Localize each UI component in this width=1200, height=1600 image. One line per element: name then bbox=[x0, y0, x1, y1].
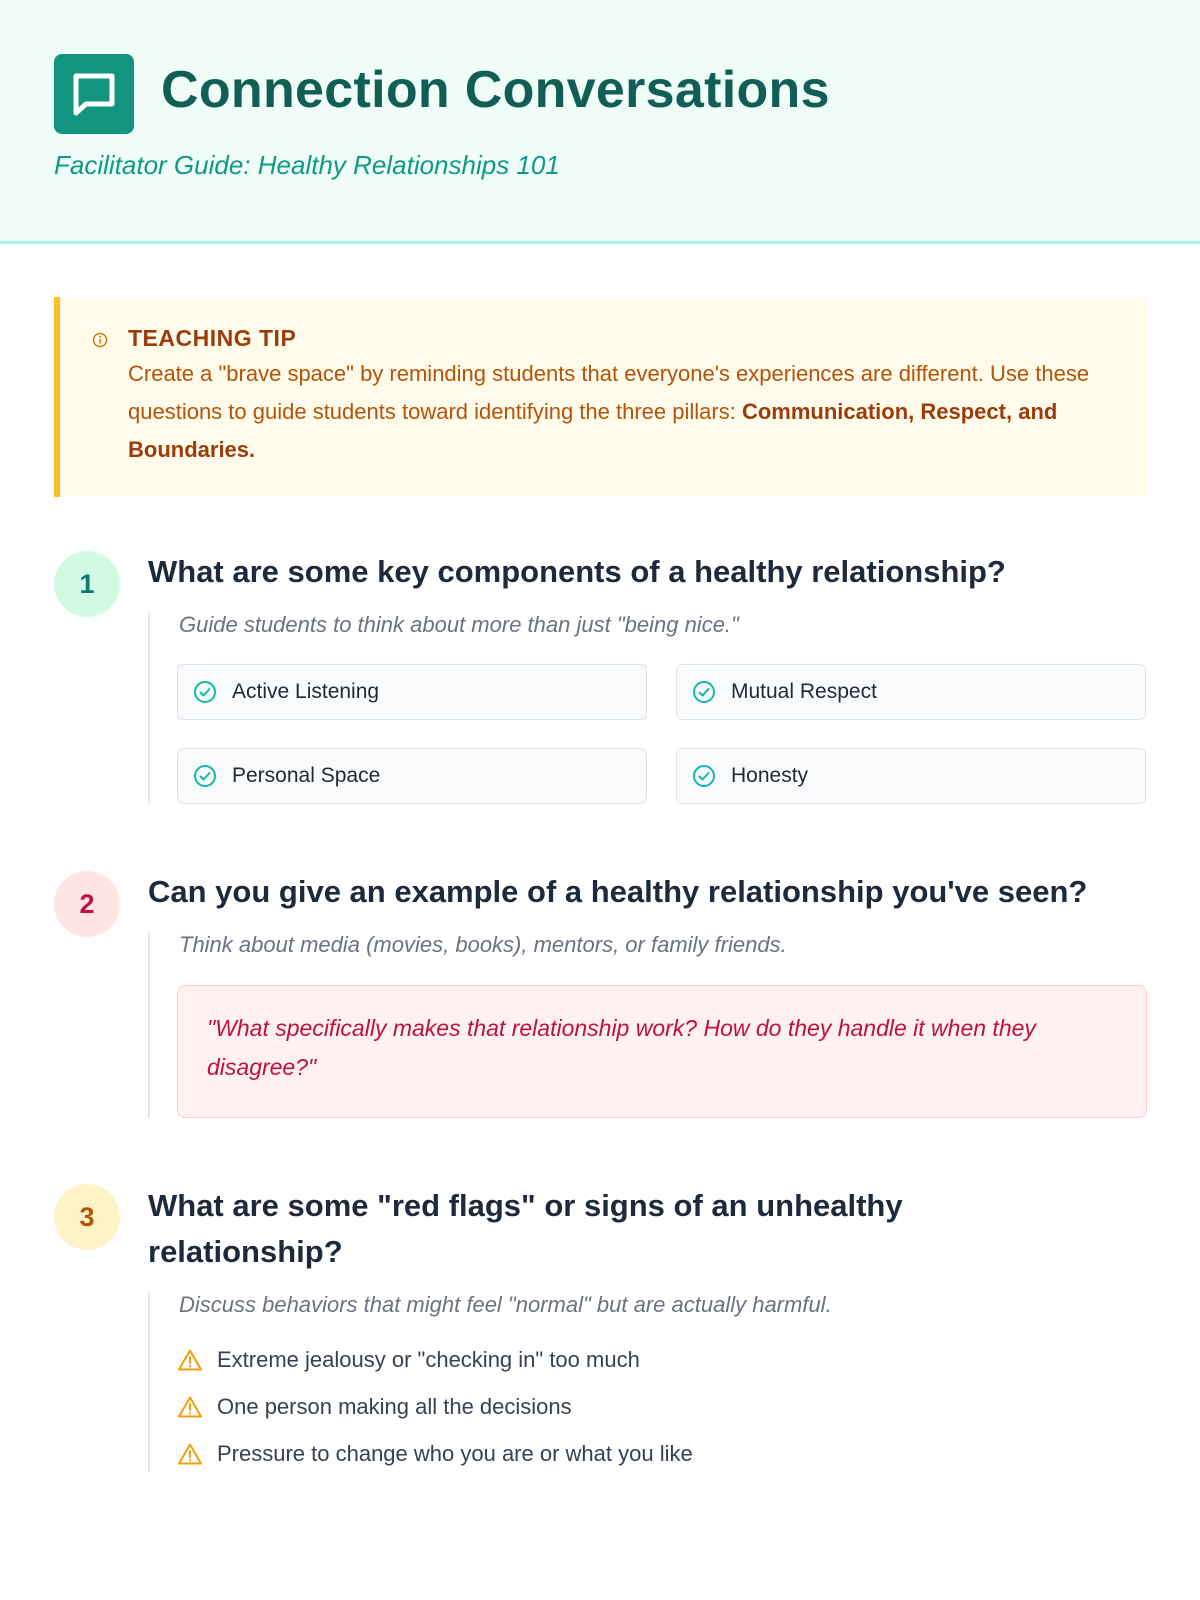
red-flag-label: One person making all the decisions bbox=[217, 1394, 572, 1419]
component-label: Active Listening bbox=[232, 680, 380, 703]
question-title: Can you give an example of a healthy relationship you've seen? bbox=[148, 874, 1088, 909]
question-hint: Guide students to think about more than just "being nice." bbox=[179, 612, 739, 637]
tip-text bbox=[128, 355, 1118, 469]
tip-label: TEACHING TIP bbox=[128, 325, 297, 351]
question-number-badge: 3 bbox=[54, 1184, 120, 1250]
component-item bbox=[676, 664, 1146, 720]
chat-bubble-icon bbox=[70, 70, 118, 118]
page-title: Connection Conversations bbox=[161, 61, 830, 119]
section-divider bbox=[148, 932, 150, 1118]
question-title: What are some "red flags" or signs of an unhealthy relationship? bbox=[148, 1188, 903, 1269]
question-hint: Discuss behaviors that might feel "normal" but are actually harmful. bbox=[179, 1292, 832, 1317]
question-hint: Think about media (movies, books), mentors, or family friends. bbox=[179, 932, 787, 957]
section-divider bbox=[148, 1292, 150, 1472]
prompt-quote-box bbox=[177, 985, 1147, 1118]
component-item bbox=[177, 664, 647, 720]
component-label: Honesty bbox=[731, 764, 809, 787]
question-number-badge: 2 bbox=[54, 871, 120, 937]
check-circle-icon bbox=[692, 764, 716, 788]
component-label: Personal Space bbox=[232, 764, 381, 787]
logo bbox=[54, 54, 134, 134]
check-circle-icon bbox=[193, 680, 217, 704]
question-number-badge: 1 bbox=[54, 551, 120, 617]
info-icon bbox=[92, 332, 108, 348]
warning-icon bbox=[177, 1442, 203, 1466]
question-title: What are some key components of a healthy relationship? bbox=[148, 554, 1006, 589]
teaching-tip-callout bbox=[54, 297, 1147, 497]
check-circle-icon bbox=[692, 680, 716, 704]
red-flag-label: Extreme jealousy or "checking in" too much bbox=[217, 1347, 640, 1372]
prompt-quote: "What specifically makes that relationship work? How do they handle it when they disagree?" bbox=[207, 1015, 1036, 1080]
warning-icon bbox=[177, 1348, 203, 1372]
check-circle-icon bbox=[193, 764, 217, 788]
component-item bbox=[177, 748, 647, 804]
tip-body: Create a "brave space" by reminding students that everyone's experiences are different. Use these questions to guide students toward identifying the three pillars: bbox=[128, 361, 1090, 424]
page-header bbox=[0, 0, 1200, 244]
section-divider bbox=[148, 613, 150, 803]
component-item bbox=[676, 748, 1146, 804]
component-label: Mutual Respect bbox=[731, 680, 877, 703]
warning-icon bbox=[177, 1395, 203, 1419]
tip-pillars: Communication, Respect, and Boundaries. bbox=[128, 399, 1058, 462]
red-flag-label: Pressure to change who you are or what you like bbox=[217, 1441, 693, 1466]
page-subtitle: Facilitator Guide: Healthy Relationships 101 bbox=[54, 150, 560, 180]
